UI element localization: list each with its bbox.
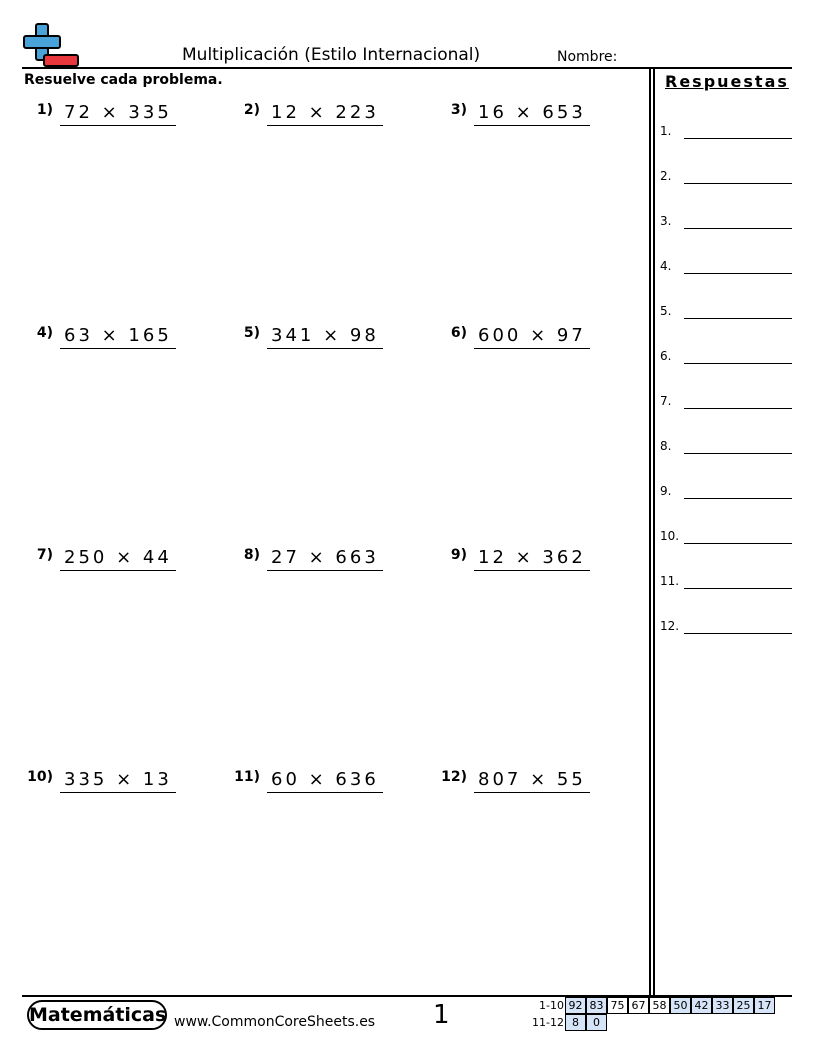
problem-number: 1) [36, 102, 53, 118]
answer-row [660, 439, 792, 459]
problem-2 [215, 102, 415, 138]
plus-minus-logo-icon [22, 22, 80, 68]
score-cell: 58 [649, 997, 670, 1014]
score-cell: 92 [565, 997, 586, 1014]
score-range-label: 11-12 [532, 1016, 564, 1029]
problem-6 [422, 325, 622, 361]
answer-blank[interactable] [684, 498, 792, 499]
answer-number: 9. [660, 484, 672, 498]
score-cell: 33 [712, 997, 733, 1014]
problem-8 [215, 547, 415, 583]
answer-number: 12. [660, 619, 680, 633]
answer-blank[interactable] [684, 363, 792, 364]
answer-number: 7. [660, 394, 672, 408]
answer-row [660, 304, 792, 324]
problem-number: 10) [27, 769, 53, 785]
problem-12 [422, 769, 622, 805]
answer-blank[interactable] [684, 408, 792, 409]
answer-row [660, 124, 792, 144]
answer-row [660, 619, 792, 639]
answer-row [660, 529, 792, 549]
answer-blank[interactable] [684, 228, 792, 229]
score-cell: 50 [670, 997, 691, 1014]
answer-blank[interactable] [684, 183, 792, 184]
problem-number: 4) [36, 325, 53, 341]
problem-number: 12) [441, 769, 467, 785]
answer-blank[interactable] [684, 633, 792, 634]
answer-row [660, 349, 792, 369]
page-title: Multiplicación (Estilo Internacional) [182, 45, 481, 65]
problem-number: 3) [450, 102, 467, 118]
problem-7 [8, 547, 208, 583]
score-cell: 0 [586, 1014, 607, 1031]
brand-badge: Matemáticas [27, 1000, 167, 1030]
answer-number: 5. [660, 304, 672, 318]
problem-expression: 341 × 98 [267, 325, 383, 349]
problem-expression: 807 × 55 [474, 769, 590, 793]
answer-blank[interactable] [684, 318, 792, 319]
answer-number: 6. [660, 349, 672, 363]
site-url: www.CommonCoreSheets.es [174, 1014, 376, 1030]
instructions: Resuelve cada problema. [24, 72, 223, 88]
answer-number: 11. [660, 574, 680, 588]
problem-expression: 12 × 362 [474, 547, 590, 571]
problem-number: 9) [450, 547, 467, 563]
page-number: 1 [433, 1000, 450, 1030]
problem-number: 8) [243, 547, 260, 563]
problem-4 [8, 325, 208, 361]
answer-row [660, 214, 792, 234]
answer-number: 8. [660, 439, 672, 453]
problem-expression: 12 × 223 [267, 102, 383, 126]
answer-number: 4. [660, 259, 672, 273]
score-cell: 75 [607, 997, 628, 1014]
header-rule [22, 67, 792, 69]
answer-number: 3. [660, 214, 672, 228]
answer-blank[interactable] [684, 138, 792, 139]
answer-row [660, 394, 792, 414]
answer-row [660, 574, 792, 594]
problem-expression: 600 × 97 [474, 325, 590, 349]
score-cell: 8 [565, 1014, 586, 1031]
answer-row [660, 259, 792, 279]
problem-expression: 72 × 335 [60, 102, 176, 126]
problem-number: 7) [36, 547, 53, 563]
problem-3 [422, 102, 622, 138]
answer-blank[interactable] [684, 453, 792, 454]
problem-number: 5) [243, 325, 260, 341]
problem-number: 6) [450, 325, 467, 341]
answer-row [660, 169, 792, 189]
problem-5 [215, 325, 415, 361]
answers-title: Respuestas [665, 72, 789, 91]
score-range-label: 1-10 [539, 999, 564, 1012]
problem-10 [8, 769, 208, 805]
score-cell: 17 [754, 997, 775, 1014]
answer-blank[interactable] [684, 273, 792, 274]
problem-expression: 16 × 653 [474, 102, 590, 126]
problem-9 [422, 547, 622, 583]
score-cell: 83 [586, 997, 607, 1014]
problem-number: 11) [234, 769, 260, 785]
answer-blank[interactable] [684, 543, 792, 544]
score-cell: 42 [691, 997, 712, 1014]
problem-expression: 27 × 663 [267, 547, 383, 571]
answer-number: 10. [660, 529, 680, 543]
problem-number: 2) [243, 102, 260, 118]
problem-11 [215, 769, 415, 805]
problem-expression: 63 × 165 [60, 325, 176, 349]
problem-expression: 250 × 44 [60, 547, 176, 571]
problem-expression: 335 × 13 [60, 769, 176, 793]
problem-1 [8, 102, 208, 138]
problem-expression: 60 × 636 [267, 769, 383, 793]
answer-number: 1. [660, 124, 672, 138]
score-cell: 25 [733, 997, 754, 1014]
column-divider [649, 67, 655, 995]
score-cell: 67 [628, 997, 649, 1014]
answer-number: 2. [660, 169, 672, 183]
name-label: Nombre: [557, 49, 618, 65]
answer-blank[interactable] [684, 588, 792, 589]
answer-row [660, 484, 792, 504]
